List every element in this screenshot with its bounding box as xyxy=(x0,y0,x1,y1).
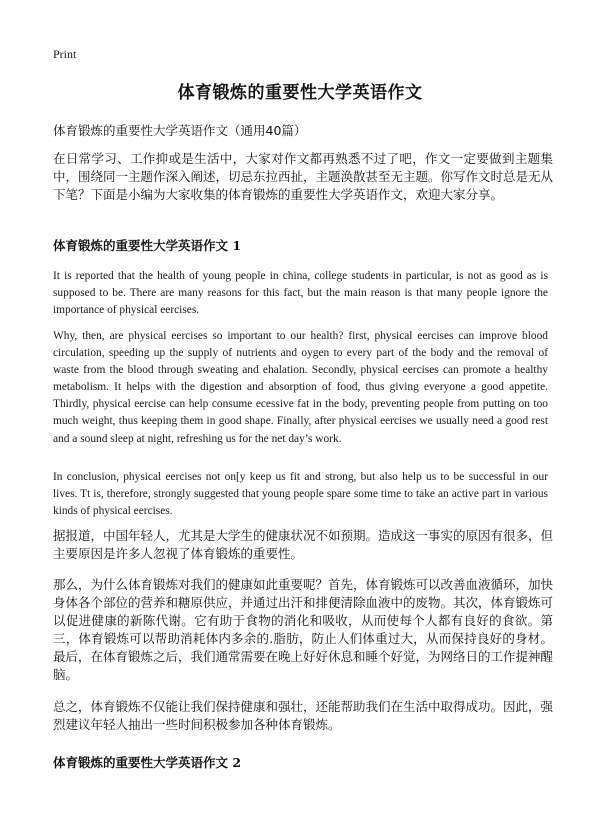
essay-1-en-paragraph-3: In conclusion, physical eercises not on[y keep us fit and strong, but also help us to be successful in our lives. Tt is, therefore, strongly suggested that young people spare some time to take an active part in various kinds of physical eercises. xyxy=(53,471,548,518)
subtitle: 体育锻炼的重要性大学英语作文（通用40篇） xyxy=(53,123,307,138)
essay-1-heading: 体育锻炼的重要性大学英语作文 1 xyxy=(53,238,242,253)
essay-1-cn-paragraph-1: 据报道，中国年轻人，尤其是大学生的健康状况不如预期。造成这一事实的原因有很多，但主要原因是许多人忽视了体育锻炼的重要性。 xyxy=(53,528,554,561)
essay-1-en-paragraph-1: It is reported that the health of young people in china, college students in particular, is not as good as is supposed to be. There are many reasons for this fact, but the main reason is that many people ignore the importance of physical eercises. xyxy=(53,270,548,317)
essay-2-heading: 体育锻炼的重要性大学英语作文 2 xyxy=(53,755,242,770)
essay-1-en-paragraph-2: Why, then, are physical eercises so important to our health? first, physical eercises can improve blood circulation, speeding up the supply of nutrients and oygen to every part of the body and the removal of waste from the blood through sweating and ehalation. Secondly, physical eercises can promote a healthy metabolism. It helps with the digestion and absorption of food, thus giving everyone a good appetite. Thirdly, physical eercise can help consume ecessive fat in the body, preventing people from putting on too much weight, thus keeping them in good shape. Finally, after physical eercises we usually need a good rest and a sound sleep at night, refreshing us for the net day’s work. xyxy=(53,330,548,445)
essay-1-cn-paragraph-2: 那么，为什么体育锻炼对我们的健康如此重要呢？首先，体育锻炼可以改善血液循环，加快身体各个部位的营养和糖原供应，并通过出汗和排便清除血液中的废物。其次，体育锻炼可以促进健康的新陈代谢。它有助于食物的消化和吸收，从而使每个人都有良好的食欲。第三，体育锻炼可以帮助消耗体内多余的.脂肪，防止人们体重过大，从而保持良好的身材。最后，在体育锻炼之后，我们通常需要在晚上好好休息和睡个好觉，为网络日的工作提神醒脑。 xyxy=(53,577,554,682)
page-title: 体育锻炼的重要性大学英语作文 xyxy=(177,83,423,103)
intro-paragraph: 在日常学习、工作抑或是生活中，大家对作文都再熟悉不过了吧，作文一定要做到主题集中，围绕同一主题作深入阐述，切忌东拉西扯，主题涣散甚至无主题。你写作文时总是无从下笔？下面是小编为大家收集的体育锻炼的重要性大学英语作文，欢迎大家分享。 xyxy=(53,151,554,202)
essay-1-cn-paragraph-3: 总之，体育锻炼不仅能让我们保持健康和强壮，还能帮助我们在生活中取得成功。因此，强烈建议年轻人抽出一些时间积极参加各种体育锻炼。 xyxy=(53,699,554,732)
print-label[interactable]: Print xyxy=(53,47,77,61)
